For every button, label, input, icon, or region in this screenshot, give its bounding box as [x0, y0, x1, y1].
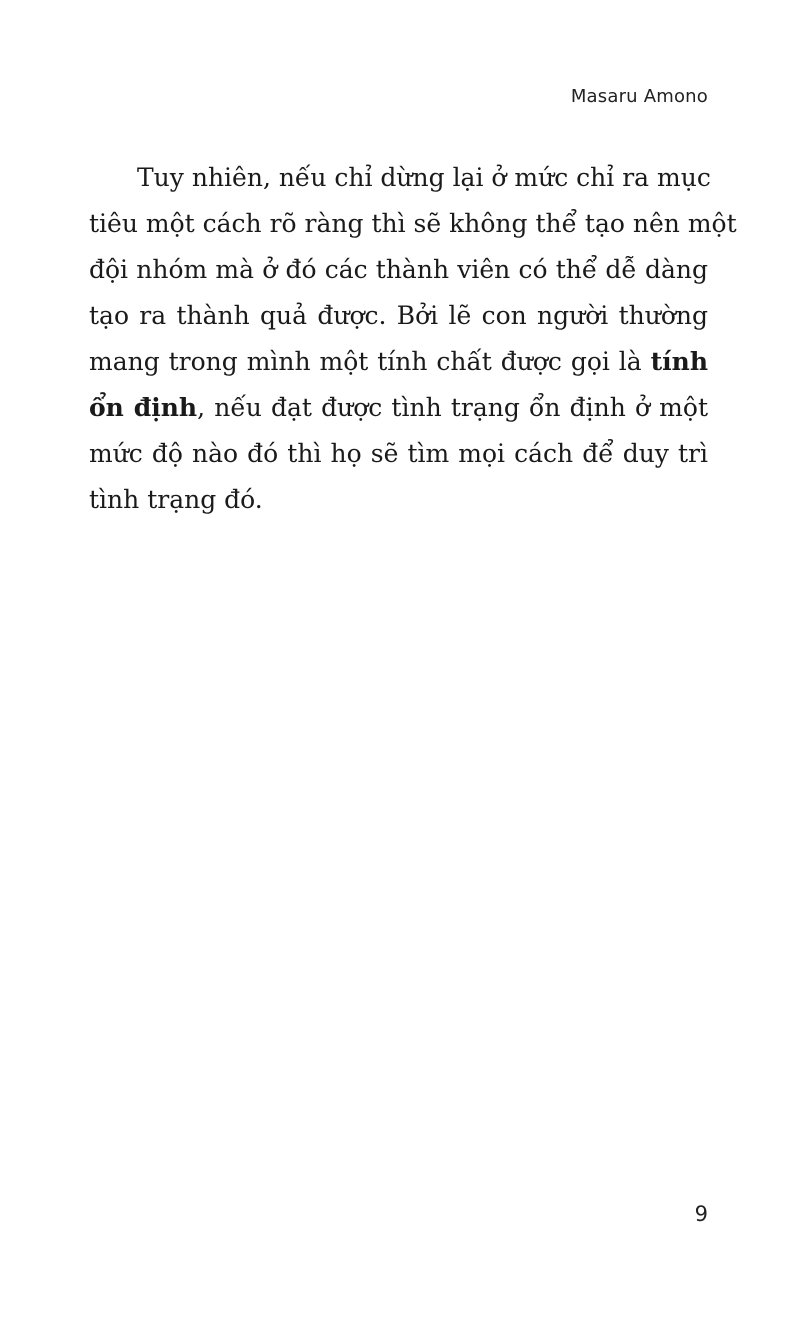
text-run: mang trong mình một tính chất được gọi là: [89, 347, 651, 376]
body-paragraph: [89, 155, 737, 523]
running-header-author: Masaru Amono: [570, 86, 708, 107]
text-run: đội nhóm mà ở đó các thành viên có thể dễ dàng: [89, 255, 708, 284]
text-run: Tuy nhiên, nếu chỉ dừng lại ở mức chỉ ra mục: [137, 163, 711, 192]
paragraph-line: [89, 201, 737, 247]
paragraph-line: [89, 431, 708, 477]
bold-term: tính: [650, 347, 708, 376]
paragraph-line: [89, 339, 708, 385]
text-run: tạo ra thành quả được. Bởi lẽ con người thường: [89, 301, 708, 330]
paragraph-line: [89, 247, 708, 293]
paragraph-line: [89, 477, 708, 523]
paragraph-line: [89, 155, 711, 201]
text-run: mức độ nào đó thì họ sẽ tìm mọi cách để duy trì: [89, 439, 708, 468]
paragraph-line: [89, 293, 708, 339]
page-number: 9: [694, 1202, 708, 1226]
text-run: tình trạng đó.: [89, 485, 263, 514]
bold-term: ổn định: [89, 393, 198, 422]
text-run: , nếu đạt được tình trạng ổn định ở một: [197, 393, 708, 422]
text-run: tiêu một cách rõ ràng thì sẽ không thể tạo nên một: [89, 209, 737, 238]
paragraph-line: [89, 385, 708, 431]
